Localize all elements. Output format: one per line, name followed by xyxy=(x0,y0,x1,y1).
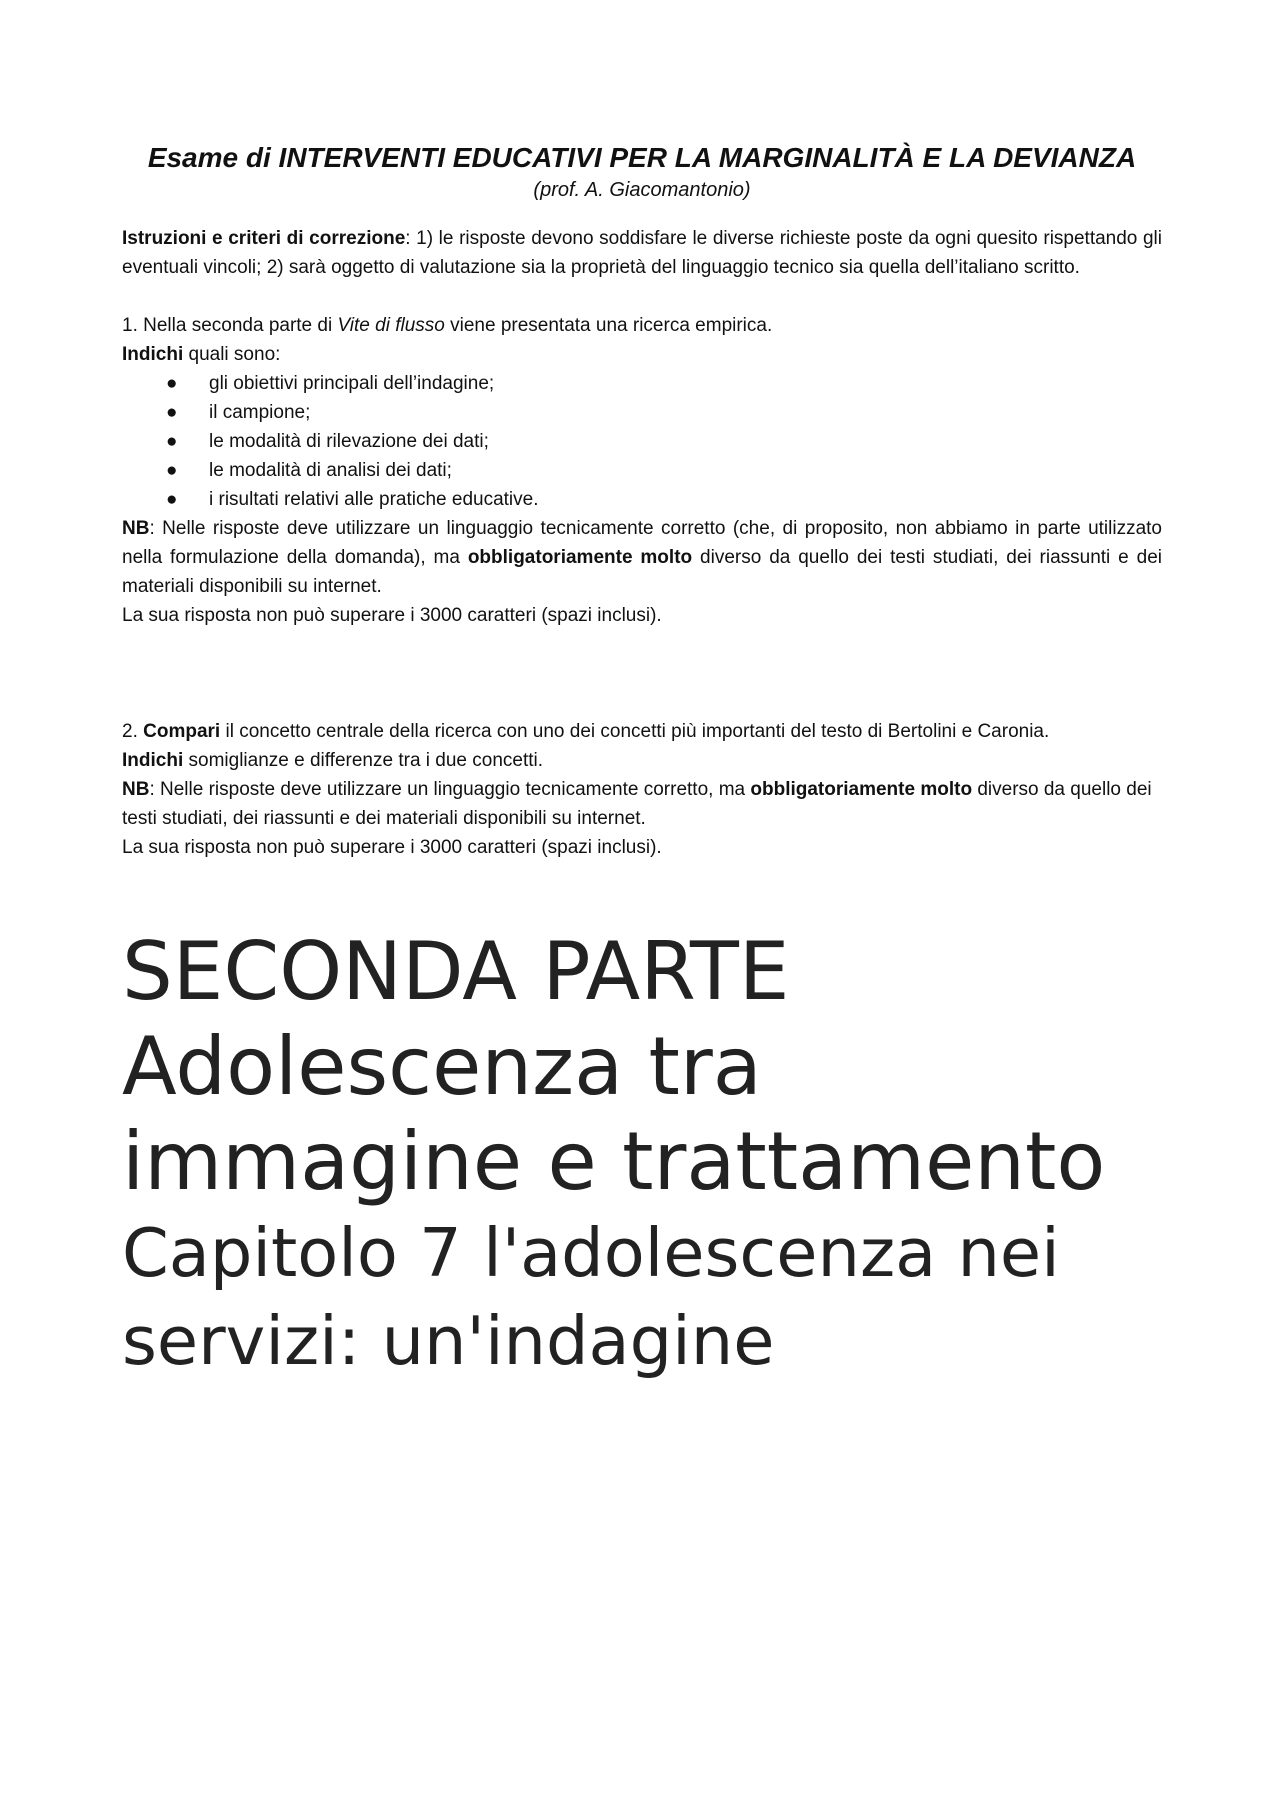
question2-nb-b: diverso da quello dei testi studiati, dei riassunti e dei materiali disponibili su internet. xyxy=(122,779,1152,829)
question1-nb-a: : Nelle risposte deve utilizzare un linguaggio tecnicamente corretto (che, di proposito, non abbiamo in parte utilizzato nella formulazione della domanda), ma xyxy=(122,518,1162,568)
list-item-text: gli obiettivi principali dell’indagine; xyxy=(209,373,495,394)
spacer xyxy=(122,282,1162,311)
question1-book-title: Vite di flusso xyxy=(337,315,445,336)
question2-nb-a: : Nelle risposte deve utilizzare un linguaggio tecnicamente corretto, ma xyxy=(149,779,751,800)
question2-compari xyxy=(122,717,1162,746)
question1-indichi-bold: Indichi xyxy=(122,344,184,365)
second-part-heading xyxy=(122,924,1162,1385)
question1-nb-b: diverso da quello dei testi studiati, dei riassunti e dei materiali disponibili su internet. xyxy=(122,547,1162,597)
instructions-paragraph xyxy=(122,224,1162,282)
spacer xyxy=(122,630,1162,717)
bullet-icon: ● xyxy=(166,431,178,452)
question2-nb-label: NB xyxy=(122,779,150,800)
list-item-text: il campione; xyxy=(209,402,311,423)
question2-indichi-bold: Indichi xyxy=(122,750,184,771)
question1-indichi xyxy=(122,340,1162,369)
list-item xyxy=(122,456,1162,485)
bullet-icon: ● xyxy=(166,402,178,423)
list-item xyxy=(122,485,1162,514)
list-item-text: le modalità di rilevazione dei dati; xyxy=(209,431,489,452)
question2-compari-bold: Compari xyxy=(143,721,221,742)
question2-nb xyxy=(122,775,1162,833)
question2-indichi-rest: somiglianze e differenze tra i due concetti. xyxy=(183,750,544,771)
list-item xyxy=(122,427,1162,456)
question2-num: 2. xyxy=(122,721,144,742)
question1-nb-strong: obbligatoriamente molto xyxy=(467,547,693,568)
instructions-label: Istruzioni e criteri di correzione xyxy=(122,228,406,249)
question2-compari-rest: il concetto centrale della ricerca con uno dei concetti più importanti del testo di Bertolini e Caronia. xyxy=(220,721,1050,742)
question1-limit: La sua risposta non può superare i 3000 caratteri (spazi inclusi). xyxy=(122,605,662,626)
part-title: SECONDA PARTE xyxy=(122,925,790,1018)
question1-intro-b: viene presentata una ricerca empirica. xyxy=(444,315,773,336)
chapter-title: Capitolo 7 l'adolescenza nei servizi: un'indagine xyxy=(122,1214,1060,1380)
question2-nb-strong: obbligatoriamente molto xyxy=(750,779,973,800)
question1-nb xyxy=(122,514,1162,601)
document-page xyxy=(122,140,1162,1385)
list-item xyxy=(122,369,1162,398)
question1-bullet-list xyxy=(122,369,1162,514)
list-item xyxy=(122,398,1162,427)
exam-professor: (prof. A. Giacomantonio) xyxy=(533,179,751,201)
exam-title-course: INTERVENTI EDUCATIVI PER LA MARGINALITÀ E LA DEVIANZA xyxy=(278,142,1137,173)
list-item-text: le modalità di analisi dei dati; xyxy=(209,460,452,481)
question1-nb-label: NB xyxy=(122,518,150,539)
exam-title xyxy=(122,140,1162,176)
exam-title-prefix: Esame di xyxy=(147,142,279,173)
question1-indichi-rest: quali sono: xyxy=(183,344,281,365)
instructions-text: : 1) le risposte devono soddisfare le diverse richieste poste da ogni quesito rispettando gli eventuali vincoli; 2) sarà oggetto di valutazione sia la proprietà del linguaggio tecnico sia quella dell’italiano scritto. xyxy=(122,228,1162,278)
part-subtitle: Adolescenza tra immagine e trattamento xyxy=(122,1020,1106,1208)
question1-intro-a: 1. Nella seconda parte di xyxy=(122,315,338,336)
question2-limit: La sua risposta non può superare i 3000 caratteri (spazi inclusi). xyxy=(122,837,662,858)
bullet-icon: ● xyxy=(166,373,178,394)
question1-intro xyxy=(122,311,1162,340)
question2-indichi xyxy=(122,746,1162,775)
bullet-icon: ● xyxy=(166,460,178,481)
list-item-text: i risultati relativi alle pratiche educative. xyxy=(209,489,539,510)
bullet-icon: ● xyxy=(166,489,178,510)
